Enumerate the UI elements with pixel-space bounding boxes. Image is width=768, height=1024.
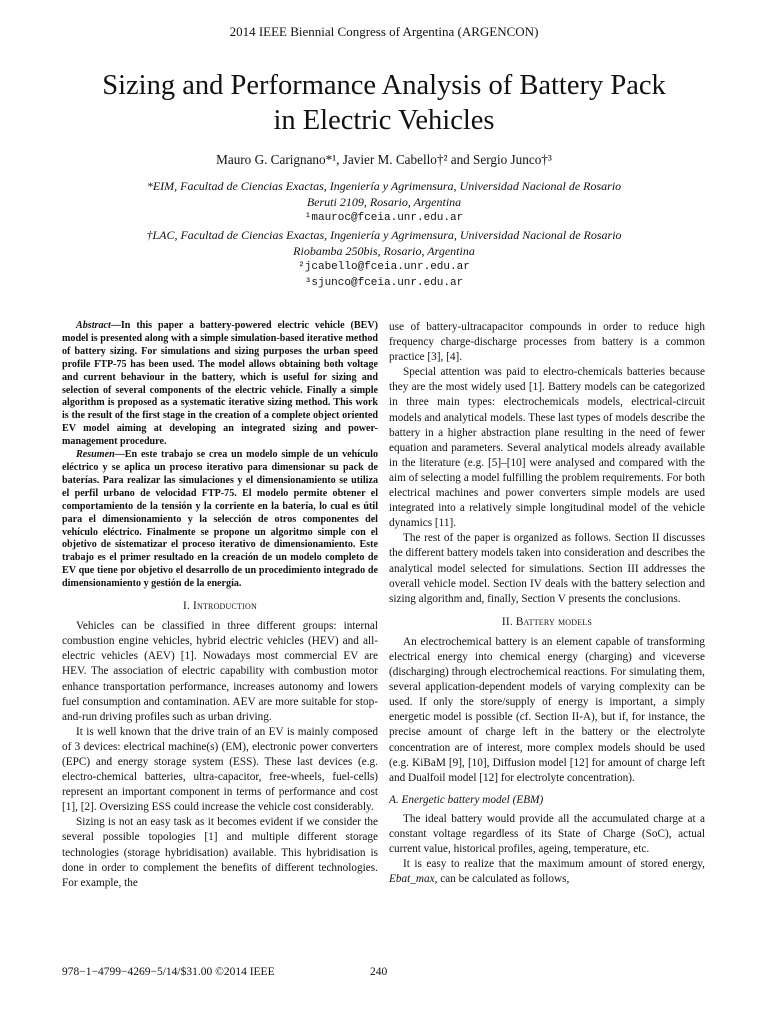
email-author-2: ²jcabello@fceia.unr.edu.ar [298,261,470,274]
footer-isbn: 978−1−4799−4269−5/14/$31.00 ©2014 IEEE [62,966,275,978]
email-author-1: ¹mauroc@fceia.unr.edu.ar [304,212,464,225]
intro-paragraph-3-cont: use of battery-ultracapacitor compounds in order to reduce high frequency charge-discharge processes from battery is a common practice [3], [4]. [389,321,705,364]
ebm-paragraph-1: The ideal battery would provide all the accumulated charge at a constant voltage regardless of its State of Charge (SoC), actual current value, historical profiles, ageing, temperature, etc. [389,812,705,856]
right-column [389,320,705,887]
section-heading-battery-models: II. Battery models [501,615,593,628]
subsection-heading-ebm: A. Energetic battery model (EBM) [389,793,544,806]
ebm-paragraph-2-end: , can be calculated as follows, [434,873,570,886]
affiliation-eim-address: Beruti 2109, Rosario, Argentina [306,195,462,210]
abstract-label: Abstract [76,320,111,331]
resumen [62,449,378,591]
intro-paragraph-3: Sizing is not an easy task as it becomes evident if we consider the several possible topologies [1] and multiple different storage technologies (storage hybridisation) available. This hybridisation is done in order to complement the benefits of different technologies. For example, the [62,816,378,889]
resumen-text: —En este trabajo se crea un modelo simple de un vehículo eléctrico y se aplica un proceso iterativo para dimensionar su pack de baterías. Para realizar las simulaciones y el dimensionamiento se utiliza el perfil urbano de velocidad FTP-75. El modelo permite obtener el comportamiento de la tensión y la corriente en la batería, lo cual es útil para el dimensionamiento y la selección de otros componentes del vehículo eléctrico. Finalmente se propone un algoritmo simple con el objetivo de sistematizar el proceso iterativo de dimensionamiento. Este trabajo es el primer resultado en la creación de un modelo completo de EV que tiene por objetivo el desarrollo de un procedimiento integrado de dimensionamiento y gestión de la energía. [62,449,378,590]
title-line-2: in Electric Vehicles [273,105,495,136]
battery-models-paragraph: An electrochemical battery is an element capable of transforming electrical energy into chemical energy (charging) and viceverse (discharging) through electrochemical reactions. For simulating them, several application-dependent models of varying complexity can be used. If only the store/supply of energy is important, a simply energetic model is possible (cf. Section II-A), but if, for instance, the precise amount of charge left in the battery or the electrolyte concentration are of interest, more complex models should be used (e.g. KiBaM [9], [10], Diffusion model [12] for amount of charge left and Dualfoil model [12] for electrolyte concentration). [389,635,705,784]
affiliation-lac: †LAC, Facultad de Ciencias Exactas, Ingeniería y Agrimensura, Universidad Nacional de Rosario [146,227,622,242]
intro-paragraph-1: Vehicles can be classified in three different groups: internal combustion engine vehicles, hybrid electric vehicles (HEV) and all-electric vehicles (AEV) [1]. Nowadays most commercial EV are HEV. The association of electric capability with combustion motor enhance transportation performance, increases autonomy and lowers fuel consumption and contamination. AEV are more suitable for stop-and-run driving profiles such as urban driving. [62,620,378,723]
author-list: Mauro G. Carignano*¹, Javier M. Cabello†² and Sergio Junco†³ [216,152,552,167]
abstract-text: —In this paper a battery-powered electric vehicle (BEV) model is presented along with a simple simulation-based iterative method of battery sizing. For simulations and sizing purposes the urban speed profile FTP-75 has been used. The model allows obtaining both voltage and current behaviour in the battery, which is useful for sizing and selection of several components of the electric vehicle. Finally a simple algorithm is proposed as a systematic iterative sizing method. This work is the result of the first stage in the creation of a complete object oriented EV model aiming at developing an integrated sizing and power-management procedure. [62,320,378,448]
email-author-3: ³sjunco@fceia.unr.edu.ar [304,277,464,290]
resumen-label: Resumen [76,449,115,461]
intro-paragraph-5: The rest of the paper is organized as follows. Section II discusses the different battery models taken into consideration and describes the analytical model selected for simulations. Section III addresses the overall vehicle model. Section IV deals with the battery selection and sizing algorithm and, finally, Section V presents the conclusions. [389,532,705,605]
ebm-paragraph-2-start: It is easy to realize that the maximum amount of stored energy, [403,858,705,871]
intro-paragraph-2: It is well known that the drive train of an EV is mainly composed of 3 devices: electrical machine(s) (EM), electronic power converters (EPC) and energy storage system (ESS). These last devices (e.g. electro-chemical batteries, ultra-capacitor, free-wheels, fuel-cells) represent an important component in terms of performance and cost [1], [2]. Oversizing ESS could increase the vehicle cost considerably. [62,725,378,814]
paper-title [40,68,728,138]
left-column [62,320,378,891]
section-heading-introduction: I. Introduction [183,600,257,613]
affiliation-eim: *EIM, Facultad de Ciencias Exactas, Ingeniería y Agrimensura, Universidad Nacional de Rosario [146,179,622,193]
intro-paragraph-4: Special attention was paid to electro-chemicals batteries because they are the most widely used [1]. Battery models can be categorized in three main types: electrochemicals models, electrical-circuit models and analytical models. These last types of models describe the battery in a higher abstraction plane resulting in the need of fewer equation and parameters. Several analytical models already available in the literature (e.g. [5]–[10] were analysed and compared with the aim of selecting a model fulfilling the problem requirements. For both electrical machines and power converters simple models are used integrated into a relatively simple longitudinal model of the vehicle dynamics [11]. [389,366,705,530]
affiliation-lac-address: Riobamba 250bis, Rosario, Argentina [293,243,475,258]
affiliations [0,178,768,291]
title-line-1: Sizing and Performance Analysis of Battery Pack [102,70,666,101]
page-number: 240 [370,966,388,978]
conference-header: 2014 IEEE Biennial Congress of Argentina (ARGENCON) [229,24,539,39]
abstract [62,320,378,449]
ebm-paragraph-2 [389,857,705,887]
ebat-max-symbol: Ebat_max [389,873,435,886]
